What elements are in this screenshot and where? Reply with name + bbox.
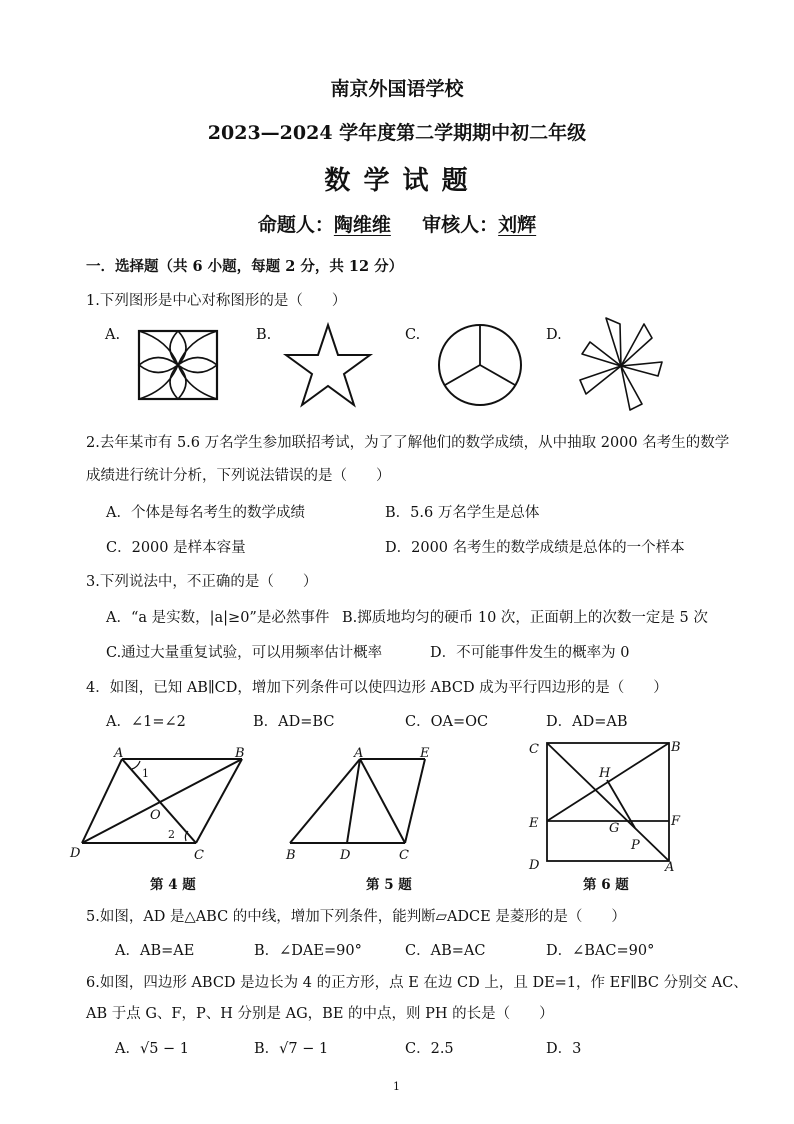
fig4-label-o: O [150, 808, 161, 823]
fig5-label-c: C [399, 848, 409, 863]
q4-option-b: B．AD=BC [253, 714, 335, 730]
exam-term: 2023—2024 学年度第二学期期中初二年级 [207, 122, 587, 144]
fig5-label-e: E [420, 746, 430, 761]
q4-option-c: C．OA=OC [405, 714, 489, 730]
fig5-label-b: B [286, 848, 296, 863]
q6-option-c: C．2.5 [405, 1041, 454, 1057]
pinwheel-triangles-figure [576, 316, 666, 412]
fig6-label-c: C [529, 742, 539, 757]
q3-option-d: D．不可能事件发生的概率为 0 [430, 645, 630, 661]
fig5-label-a: A [354, 746, 364, 761]
setter-name: 陶维维 [333, 214, 391, 236]
authors-line [0, 210, 794, 237]
fig6-label-h: H [599, 766, 611, 781]
q6-stem-line1: 6.如图，四边形 ABCD 是边长为 4 的正方形，点 E 在边 CD 上，且 DE=1，作 EF∥BC 分别交 AC、 [86, 975, 748, 991]
setter-label: 命题人： [257, 214, 334, 236]
fig4-angle-1: 1 [142, 767, 149, 780]
q1-stem: 1.下列图形是中心对称图形的是（ ） [86, 293, 347, 309]
q5-stem: 5.如图，AD 是△ABC 的中线，增加下列条件，能判断▱ADCE 是菱形的是（ ） [86, 909, 626, 925]
q6-option-b: B．√7 − 1 [254, 1041, 329, 1057]
q1-label-c: C. [405, 327, 421, 343]
q6-stem-line2: AB 于点 G、F，P、H 分别是 AG，BE 的中点，则 PH 的长是（ ） [86, 1006, 554, 1022]
fig5-label-d: D [340, 848, 351, 863]
figure-5-caption: 第 5 题 [366, 877, 412, 893]
q6-option-a: A．√5 − 1 [115, 1041, 190, 1057]
q4-option-a: A．∠1=∠2 [106, 714, 186, 730]
page-number: 1 [393, 1080, 400, 1093]
q1-label-d: D. [546, 327, 562, 343]
q3-option-b: B.掷质地均匀的硬币 10 次，正面朝上的次数一定是 5 次 [342, 610, 708, 626]
fig6-label-b: B [671, 740, 681, 755]
q3-option-c: C.通过大量重复试验，可以用频率估计概率 [106, 645, 383, 661]
q2-option-d: D．2000 名考生的数学成绩是总体的一个样本 [385, 540, 685, 556]
q4-option-d: D．AD=AB [546, 714, 628, 730]
fig4-label-d: D [70, 846, 81, 861]
figure-4-caption: 第 4 题 [150, 877, 196, 893]
fig6-label-a: A [665, 860, 675, 875]
q2-option-a: A．个体是每名考生的数学成绩 [106, 505, 305, 521]
q5-option-d: D．∠BAC=90° [546, 943, 655, 959]
reviewer-name: 刘辉 [498, 214, 537, 236]
q2-option-c: C．2000 是样本容量 [106, 540, 246, 556]
q4-stem: 4．如图，已知 AB∥CD，增加下列条件可以使四边形 ABCD 成为平行四边形的是（ ） [86, 680, 668, 696]
q5-option-c: C．AB=AC [405, 943, 486, 959]
q5-option-b: B．∠DAE=90° [254, 943, 362, 959]
fig4-label-b: B [235, 746, 245, 761]
fig4-label-c: C [194, 848, 204, 863]
section-heading: 一．选择题（共 6 小题，每题 2 分，共 12 分） [86, 258, 404, 275]
q2-option-b: B．5.6 万名学生是总体 [385, 505, 540, 521]
fig6-label-d: D [529, 858, 540, 873]
school-name: 南京外国语学校 [330, 78, 464, 100]
figure-6-square [525, 735, 690, 875]
circle-divided-in-three-figure [437, 323, 523, 407]
q2-stem-line2: 成绩进行统计分析，下列说法错误的是（ ） [86, 468, 391, 484]
exam-subject: 数 学 试 题 [324, 166, 470, 196]
fig6-label-f: F [671, 814, 681, 829]
q3-stem: 3.下列说法中，不正确的是（ ） [86, 574, 318, 590]
reviewer-label: 审核人： [422, 214, 499, 236]
q5-option-a: A．AB=AE [115, 943, 195, 959]
q2-stem-line1: 2.去年某市有 5.6 万名学生参加联招考试，为了了解他们的数学成绩，从中抽取 2000 名考生的数学 [86, 435, 730, 451]
five-pointed-star-figure [285, 323, 371, 407]
figure-6-caption: 第 6 题 [583, 877, 629, 893]
fig6-label-p: P [631, 838, 640, 853]
q1-label-a: A. [105, 327, 121, 343]
square-with-four-petals-figure [138, 330, 218, 400]
fig4-angle-2: 2 [168, 828, 175, 841]
figure-5-triangle [280, 745, 445, 870]
q3-option-a: A．“a 是实数，|a|≥0”是必然事件 [106, 610, 330, 626]
fig4-label-a: A [114, 746, 124, 761]
fig6-label-e: E [529, 816, 539, 831]
q1-label-b: B. [256, 327, 272, 343]
fig6-label-g: G [609, 821, 620, 836]
q6-option-d: D．3 [546, 1041, 582, 1057]
figure-4-parallelogram [70, 745, 260, 870]
